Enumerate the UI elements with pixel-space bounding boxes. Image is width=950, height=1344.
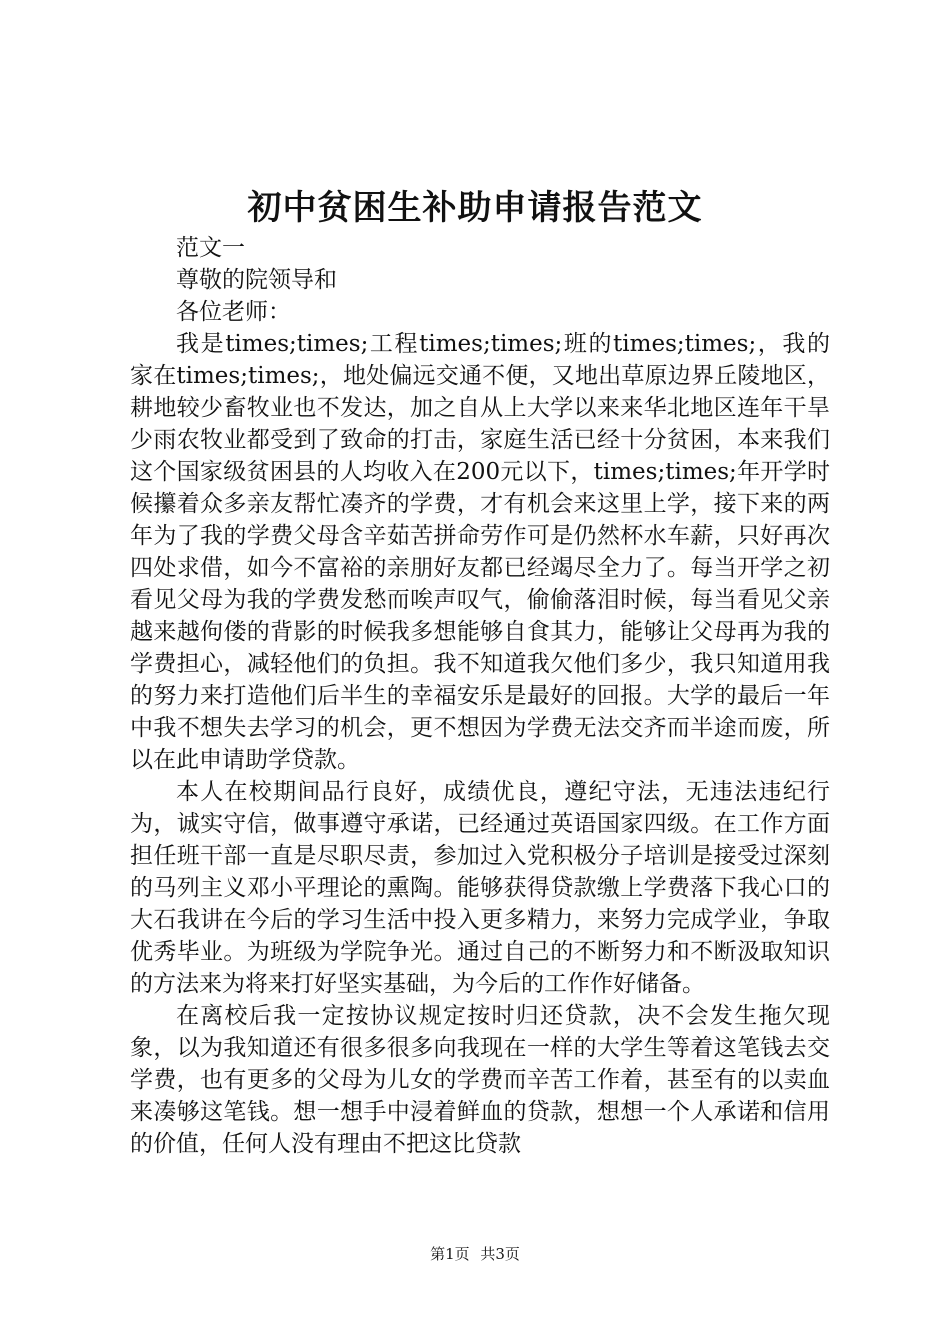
- page-total: 共3页: [480, 1245, 520, 1263]
- page-footer: [0, 1244, 950, 1264]
- paragraph-body: 在离校后我一定按协议规定按时归还贷款，决不会发生拖欠现象，以为我知道还有很多很多向我现在一样的大学生等着这笔钱去交学费，也有更多的父母为儿女的学费而辛苦工作着，甚至有的以卖血来凑够这笔钱。想一想手中浸着鲜血的贷款，想想一个人承诺和信用的价值，任何人没有理由不把这比贷款: [130, 1003, 830, 1157]
- paragraph-salutation-teachers: 各位老师：: [176, 299, 291, 325]
- paragraph-salutation: 尊敬的院领导和: [176, 267, 337, 293]
- document-title: 初中贫困生补助申请报告范文: [247, 188, 703, 228]
- page-number: 第1页: [430, 1245, 470, 1263]
- paragraph-body: 我是times;times;工程times;times;班的times;times;，我的家在times;times;，地处偏远交通不便，又地出草原边界丘陵地区，耕地较少畜牧业也不发达，加之自从上大学以来来华北地区连年干旱少雨农牧业都受到了致命的打击，家庭生活已经十分贫困，本来我们这个国家级贫困县的人均收入在200元以下，times;times;年开学时候攥着众多亲友帮忙凑齐的学费，才有机会来这里上学，接下来的两年为了我的学费父母含辛茹苦拼命劳作可是仍然杯水车薪，只好再次四处求借，如今不富裕的亲朋好友都已经竭尽全力了。每当开学之初看见父母为我的学费发愁而唉声叹气，偷偷落泪时候，每当看见父亲越来越佝偻的背影的时候我多想能够自食其力，能够让父母再为我的学费担心，减轻他们的负担。我不知道我欠他们多少，我只知道用我的努力来打造他们后半生的幸福安乐是最好的回报。大学的最后一年中我不想失去学习的机会，更不想因为学费无法交齐而半途而废，所以在此申请助学贷款。: [130, 331, 830, 773]
- paragraph-heading: 范文一: [176, 235, 245, 261]
- document-body: [130, 232, 830, 1160]
- paragraph-body: 本人在校期间品行良好，成绩优良，遵纪守法，无违法违纪行为，诚实守信，做事遵守承诺，已经通过英语国家四级。在工作方面担任班干部一直是尽职尽责，参加过入党积极分子培训是接受过深刻的马列主义邓小平理论的熏陶。能够获得贷款缴上学费落下我心口的大石我讲在今后的学习生活中投入更多精力，来努力完成学业，争取优秀毕业。为班级为学院争光。通过自己的不断努力和不断汲取知识的方法来为将来打好坚实基础，为今后的工作作好储备。: [130, 779, 830, 997]
